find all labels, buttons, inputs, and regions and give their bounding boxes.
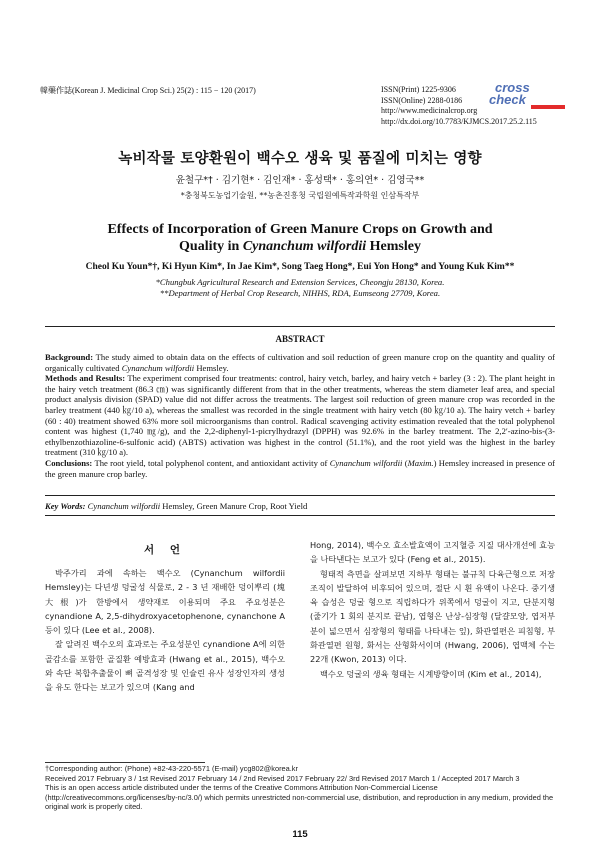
footnote: [45, 764, 555, 812]
footnote-rule: [45, 762, 205, 763]
keywords-bottom-rule: [45, 515, 555, 516]
paragraph: 박주가리 과에 속하는 백수오 (Cynanchum wilfordii Hemsley)는 다년생 덩굴성 식물로, 2 - 3 년 재배한 덩이뿌리 (塊大根)가 한방에서 생약재로 이용되며 주요 주요성분은 cynandione A, 2,5-dihydroxyacetophenone, cynanchone A 등이 있다 (Lee et al., 2008).: [45, 568, 285, 636]
journal-website[interactable]: http://www.medicinalcrop.org: [381, 106, 478, 115]
english-title-line2: Quality in Cynanchum wilfordii Hemsley: [179, 239, 421, 254]
license-notice: This is an open access article distributed under the terms of the Creative Commons Attribution Non-Commercial License (http://creativecommons.org/licenses/by-nc/3.0/) which permits unrestricted non-commercial use, distribution, and reproduction in any medium, provided the original work is properly cited.: [45, 783, 554, 812]
affiliation-2: **Department of Herbal Crop Research, NIHHS, RDA, Eumseong 27709, Korea.: [159, 288, 441, 298]
english-authors: Cheol Ku Youn*†, Ki Hyun Kim*, In Jae Kim*, Song Taeg Hong*, Eui Yon Hong* and Young Kuk Kim**: [85, 262, 515, 272]
crossmark-logo[interactable]: [481, 80, 567, 110]
corresponding-author: †Corresponding author: (Phone) +82-43-220-5571 (E-mail) ycg802@korea.kr: [45, 764, 298, 773]
english-title: [0, 221, 600, 255]
english-title-line1: Effects of Incorporation of Green Manure Crops on Growth and: [107, 222, 493, 237]
abstract-conclusions: Conclusions: The root yield, total polyphenol content, and antioxidant activity of Cynanchum wilfordii (Maxim.) Hemsley increased in presence of the green manure crop barley.: [45, 457, 555, 479]
korean-affiliations: *충청북도농업기술원, **농촌진흥청 국립원예특작과학원 인삼특작부: [180, 191, 420, 200]
english-affiliations: [0, 277, 600, 299]
keywords: Key Words: Cynanchum wilfordii Hemsley, Green Manure Crop, Root Yield: [45, 501, 308, 511]
received-dates: Received 2017 February 3 / 1st Revised 2017 February 14 / 2nd Revised 2017 February 22/ 3rd Revised 2017 March 1 / Accepted 2017 March 3: [45, 773, 520, 783]
paragraph: 형태적 측면을 살펴보면 지하부 형태는 불규칙 다육근형으로 저장조직이 발달하여 비후되어 있으며, 절단 시 흰 유액이 나온다. 중기생육 습성은 덩굴 형으로 직립하다가 위쪽에서 덩굴이 지고, 단분지형 (줄기가 1 회의 분지로 끝남), 엽형은 난상-심장형 (달걀모양, 엽저부분이 넓으면서 심장형의 형태를 나타내는 잎), 화관열편은 피침형, 부화관열편 원형, 화서는 산형화서이며 (Hwang, 2006), 엽맥체 수는 22개 (Kwon, 2013) 이다.: [310, 568, 555, 665]
abstract-bottom-rule: [45, 495, 555, 496]
crossmark-icon: [481, 80, 567, 110]
svg-text:check: check: [489, 92, 526, 107]
page-number: 115: [292, 829, 308, 840]
paragraph: Hong, 2014), 백수오 효소발효액이 고지혈증 지질 대사개선에 효능을 나타낸다는 보고가 있다 (Feng et al., 2015).: [310, 540, 555, 565]
abstract-top-rule: [45, 326, 555, 327]
journal-citation: 韓藥作誌(Korean J. Medicinal Crop Sci.) 25(2) : 115 − 120 (2017): [40, 86, 256, 95]
abstract-heading: ABSTRACT: [275, 334, 325, 344]
column-right: [310, 538, 555, 681]
paragraph: 백수오 덩굴의 생육 형태는 시계방향이며 (Kim et al., 2014),: [320, 668, 542, 679]
korean-authors: 윤철구*† · 김기현* · 김인재* · 홍성택* · 홍의연* · 김영국**: [175, 175, 425, 186]
abstract-methods: Methods and Results: The experiment comprised four treatments: control, hairy vetch, barley, and hairy vetch + barley (3 : 2). The plant height in the hairy vetch treatment (86.3 ㎝) was significantly different from that in the other treatments, whereas the stem diameter leaf area, and special product analysis division (SPAD) value did not differ across the treatments. The largest soil reduction of green manure crop was recorded in the barley treatment (440 ㎏/10 a), whereas the smallest was recorded in the single treatment with hairy vetch (80 ㎏/10 a). The hairy vetch + barley (60 : 40) treatment showed 63% more soil microorganisms than control. Radical scavenging activity estimation revealed that the total polyphenol content was highest (1,740 ㎎/g), and the 2,2-diphenyl-1-picrylhydrazyl (DPPH) was 92.6% in the barley treatment. The 2,2′-azino-bis-(3-ethylbenzothiazoline-6-sulfonic acid) (ABTS) activation was highest in the control (51.1%), and the root yield was the highest in the barley treatment (310 ㎏/10 a).: [45, 373, 555, 458]
abstract-background: Background: The study aimed to obtain data on the effects of cultivation and soil reduction of green manure crop on the quantity and quality of organically cultivated Cynanchum wilfordii Hemsley.: [45, 352, 555, 373]
issn-print: ISSN(Print) 1225-9306: [381, 85, 456, 94]
intro-heading: 서 언: [144, 544, 186, 556]
column-left: [45, 566, 285, 695]
affiliation-1: *Chungbuk Agricultural Research and Extension Services, Cheongju 28130, Korea.: [155, 277, 445, 287]
paragraph: 잘 알려진 백수오의 효과로는 주요성분인 cynandione A에 의한 골감소를 포함한 골질환 예방효과 (Hwang et al., 2015), 백수오와 속단 복합추출물이 뼈 골격성장 및 인슐린 유사 성장인자의 생성을 유도 한다는 보고가 있으며 (Kang and: [45, 639, 285, 693]
issn-online: ISSN(Online) 2288-0186: [381, 95, 463, 105]
korean-title: 녹비작물 토양환원이 백수오 생육 및 품질에 미치는 영향: [118, 151, 482, 167]
svg-text:cross: cross: [495, 80, 530, 95]
doi-link[interactable]: http://dx.doi.org/10.7783/KJMCS.2017.25.2.115: [381, 116, 537, 126]
abstract-body: [45, 352, 555, 479]
